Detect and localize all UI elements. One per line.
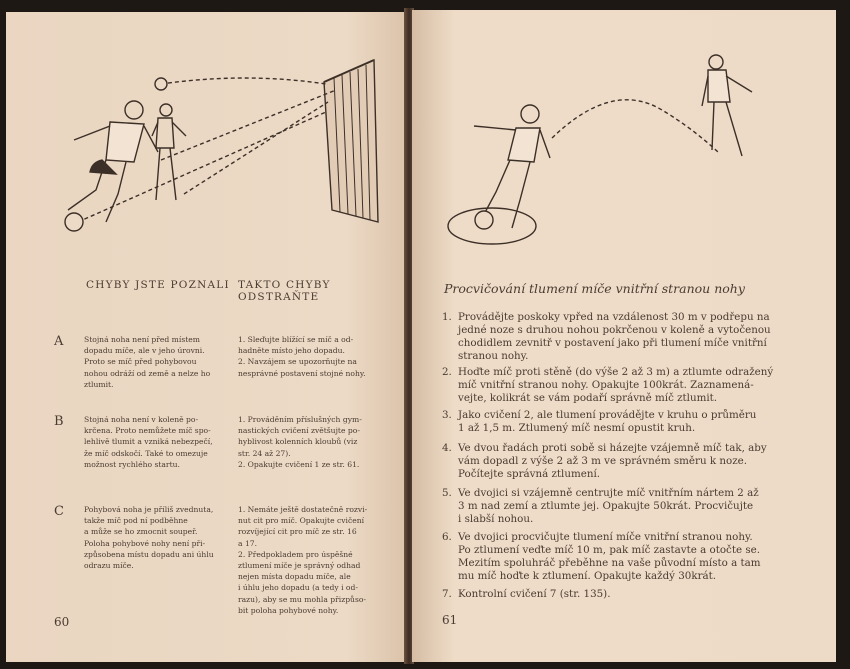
right-page-illustration [412, 10, 836, 250]
exercise-text: Ve dvojici procvičujte tlumení míče vnitřní stranou nohy. Po ztlumení veďte míč 10 m, pak míč zastavte a otočte se. Mezitím spoluhráč přeběhne na vaše původní místo a tam mu míč hoďte k ztlumení. Opakujte každý 30krát. [458, 531, 761, 582]
page-number-left: 60 [54, 615, 70, 629]
row-letter-c: C [54, 504, 64, 519]
left-book-page [6, 12, 406, 662]
player-kicking-drawing [65, 101, 158, 231]
exercise-text: Hoďte míč proti stěně (do výše 2 až 3 m) a ztlumte odražený míč vnitřní stranou nohy. Opakujte 100krát. Zaznamená- vejte, kolikrát se vám podaří správně míč ztlumit. [458, 366, 774, 404]
exercise-text: Kontrolní cvičení 7 (str. 135). [458, 588, 611, 600]
page-number-right: 61 [442, 613, 458, 627]
exercise-number: 5. [442, 487, 452, 499]
exercise-number: 3. [442, 409, 452, 421]
exercise-text: Jako cvičení 2, ale tlumení provádějte v kruhu o průměru 1 až 1,5 m. Ztlumený míč nesmí opustit kruh. [458, 409, 757, 434]
row-c-fix: 1. Nemáte ještě dostatečně rozvi- nut cit pro míč. Opakujte cvičení rozvíjející cit pro míč ze str. 16 a 17. 2. Předpokladem pro úspěšné ztlumení míče je správný odhad nejen místa dopadu míče, ale i úhlu jeho dopadu (a tedy i od- razu), aby se mu mohla přizpůso- bit poloha pohybové nohy. [238, 505, 368, 615]
header-errors: CHYBY JSTE POZNALI [86, 279, 230, 291]
row-b-fix: 1. Prováděním příslušných gym- nastických cvičení zvětšujte po- hyblivost kolenních kloubů (viz str. 24 až 27). 2. Opakujte cvičení 1 ze str. 61. [238, 415, 362, 469]
row-a-fix: 1. Sleďujte blížící se míč a od- hadněte místo jeho dopadu. 2. Navzájem se upozorňujte na nesprávné postavení stojné nohy. [238, 335, 366, 378]
exercise-text: Ve dvou řadách proti sobě si házejte vzájemně míč tak, aby vám dopadl z výše 2 až 3 m ve správném směru k noze. Počítejte správná ztlumení. [458, 442, 767, 480]
exercise-number: 1. [442, 311, 452, 323]
exercise-number: 6. [442, 531, 452, 543]
exercise-text: Ve dvojici si vzájemně centrujte míč vnitřním nártem 2 až 3 m nad zemí a ztlumte jej. Opakujte 50krát. Procvičujte i slabší nohou. [458, 487, 759, 525]
section-title: Procvičování tlumení míče vnitřní stranou nohy [444, 281, 745, 296]
exercise-number: 2. [442, 366, 452, 378]
player-throwing-drawing [702, 55, 752, 156]
wall-drawing [324, 60, 378, 222]
row-letter-a: A [54, 334, 64, 349]
row-letter-b: B [54, 414, 64, 429]
right-book-page [412, 10, 836, 662]
row-b-error: Stojná noha není v koleně po- krčena. Proto nemůžete míč spo- lehlivě tlumit a vzniká nebezpečí, že míč odskočí. Také to omezuje možnost rychlého startu. [84, 415, 213, 469]
left-page-illustration [6, 12, 406, 232]
exercise-text: Provádějte poskoky vpřed na vzdálenost 30 m v podřepu na jedné noze s druhou nohou pokrčenou v koleně a vytočenou chodidlem zevnitř v postavení jako při tlumení míče vnitřní stranou nohy. [458, 311, 771, 362]
row-a-error: Stojná noha není před místem dopadu míče, ale v jeho úrovni. Proto se míč před pohybovou nohou odráží od země a nelze ho ztlumit. [84, 335, 211, 389]
header-fixes: TAKTO CHYBY ODSTRAŇTE [238, 279, 331, 303]
row-c-error: Pohybová noha je příliš zvednuta, takže míč pod ní podběhne a může se ho zmocnit soupeř. Poloha pohybové nohy není při- způsobena místu dopadu ani úhlu odrazu míče. [84, 505, 214, 571]
exercise-number: 7. [442, 588, 452, 600]
exercise-number: 4. [442, 442, 452, 454]
